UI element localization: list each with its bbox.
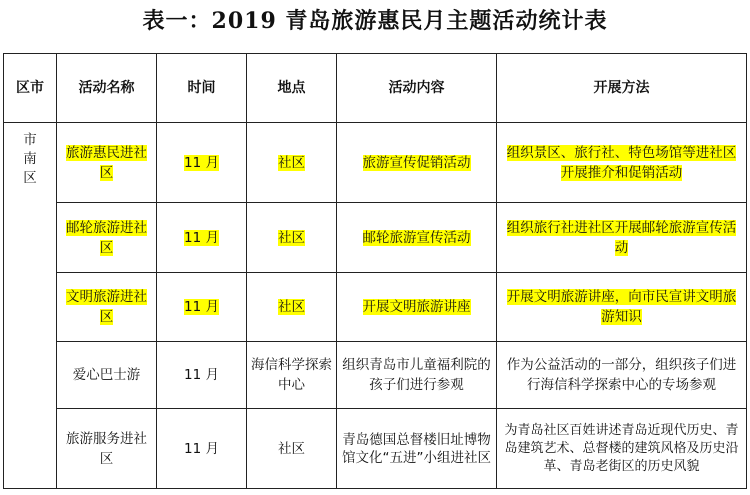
activity-time: 11 月 [184, 299, 219, 315]
region-label: 市南区 [23, 132, 37, 186]
content-cell [337, 409, 497, 489]
time-cell [157, 273, 247, 342]
activity-name: 旅游服务进社区 [66, 430, 147, 467]
content-cell [337, 342, 497, 409]
activity-time: 11 月 [184, 440, 219, 457]
content-cell [337, 123, 497, 203]
document-title: 表一：2019 青岛旅游惠民月主题活动统计表 [142, 8, 608, 34]
method-cell [497, 342, 747, 409]
time-cell [157, 203, 247, 273]
header-place: 地点 [247, 54, 337, 123]
place-cell [247, 203, 337, 273]
activity-place: 社区 [278, 229, 305, 246]
content-cell [337, 273, 497, 342]
activity-method: 作为公益活动的一部分，组织孩子们进行海信科学探索中心的专场参观 [506, 357, 737, 393]
activity-name-cell [57, 342, 157, 409]
activity-place: 社区 [278, 154, 305, 171]
table-header-row [4, 54, 747, 123]
place-cell [247, 123, 337, 203]
header-region: 区市 [4, 54, 57, 123]
activity-method: 开展文明旅游讲座，向市民宣讲文明旅游知识 [506, 289, 737, 325]
activity-content: 组织青岛市儿童福利院的孩子们进行参观 [342, 357, 491, 393]
activity-time: 11 月 [184, 367, 219, 383]
activity-name: 旅游惠民进社区 [66, 144, 147, 181]
table-row [4, 409, 747, 489]
method-cell [497, 123, 747, 203]
method-cell [497, 273, 747, 342]
activity-place: 社区 [278, 299, 305, 315]
table-row [4, 273, 747, 342]
activity-method: 组织旅行社进社区开展邮轮旅游宣传活动 [506, 219, 737, 256]
activity-content: 邮轮旅游宣传活动 [362, 229, 471, 246]
region-cell [4, 123, 57, 489]
activity-name: 邮轮旅游进社区 [66, 219, 147, 256]
activity-name: 爱心巴士游 [72, 367, 141, 383]
activity-method: 为青岛社区百姓讲述青岛近现代历史、青岛建筑艺术、总督楼的建筑风格及历史沿革、青岛老街区的历史风貌 [504, 422, 739, 474]
activity-time: 11 月 [184, 229, 219, 246]
place-cell [247, 409, 337, 489]
activity-method: 组织景区、旅行社、特色场馆等进社区开展推介和促销活动 [506, 144, 737, 181]
activity-time: 11 月 [184, 154, 219, 171]
activity-place: 社区 [278, 440, 305, 457]
activity-content: 青岛德国总督楼旧址博物馆文化“五进”小组进社区 [342, 431, 491, 466]
content-cell [337, 203, 497, 273]
time-cell [157, 123, 247, 203]
method-cell [497, 409, 747, 489]
activity-content: 开展文明旅游讲座 [362, 299, 471, 315]
header-activity-name: 活动名称 [57, 54, 157, 123]
time-cell [157, 342, 247, 409]
activity-name-cell [57, 273, 157, 342]
table-row [4, 203, 747, 273]
activity-name-cell [57, 203, 157, 273]
table-row [4, 342, 747, 409]
header-content: 活动内容 [337, 54, 497, 123]
place-cell [247, 273, 337, 342]
method-cell [497, 203, 747, 273]
activity-place: 海信科学探索中心 [251, 357, 332, 393]
place-cell [247, 342, 337, 409]
activity-name-cell [57, 123, 157, 203]
activity-name-cell [57, 409, 157, 489]
table-row [4, 123, 747, 203]
activity-name: 文明旅游进社区 [66, 289, 147, 325]
time-cell [157, 409, 247, 489]
header-method: 开展方法 [497, 54, 747, 123]
activity-content: 旅游宣传促销活动 [362, 154, 471, 171]
header-time: 时间 [157, 54, 247, 123]
activity-table [3, 53, 747, 489]
